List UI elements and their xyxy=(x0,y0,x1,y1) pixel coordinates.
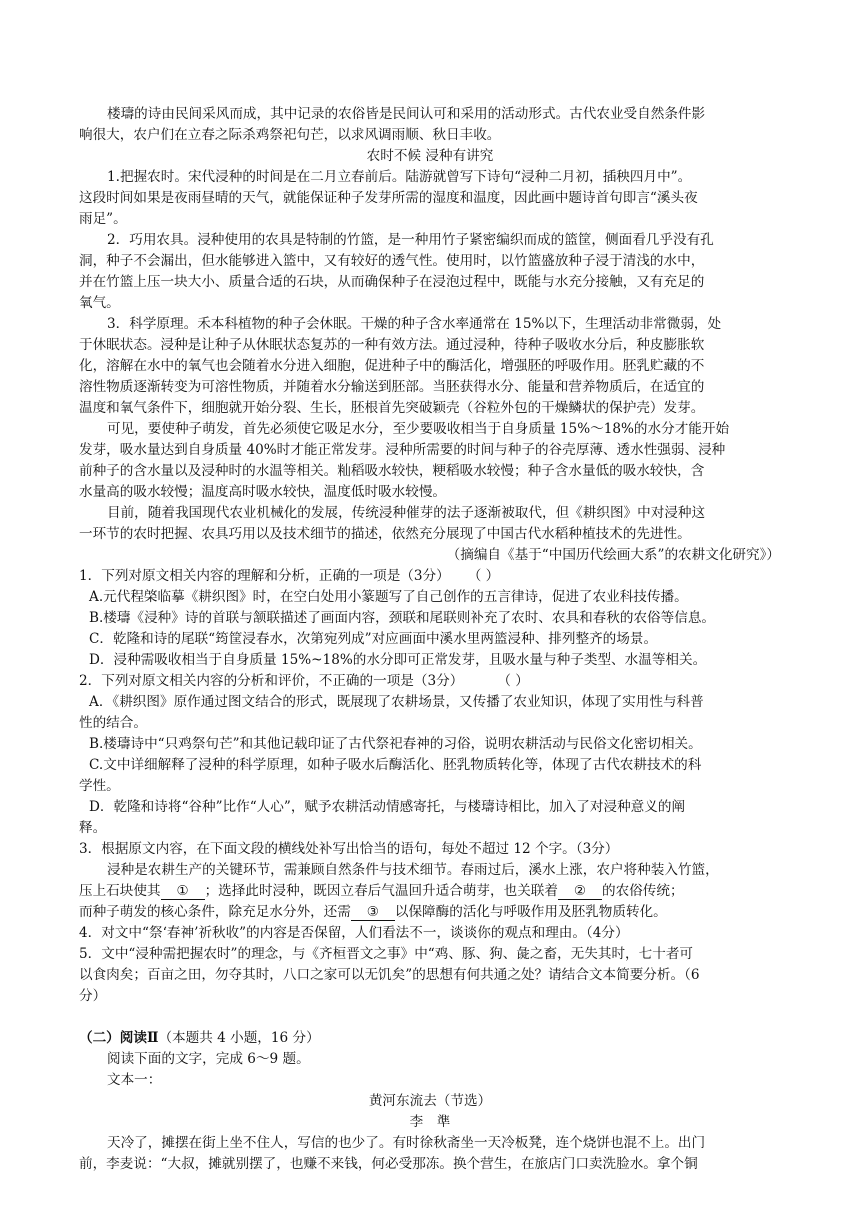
para3-line-1: 3．科学原理。禾本科植物的种子会休眠。干燥的种子含水率通常在 15%以下，生理活动非常微弱，处 xyxy=(107,316,722,332)
para4-line-1: 可见，要使种子萌发，首先必须使它吸足水分，至少要吸收相当于自身质量 15%～18%的水分才能开始 xyxy=(107,421,730,437)
q4-stem: 4．对文中“祭‘春神’祈秋收”的内容是否保留，人们看法不一，谈谈你的观点和理由。（4分） xyxy=(79,925,629,941)
q1-option-b: B.楼璹《浸种》诗的首联与颔联描述了画面内容，颈联和尾联则补充了农时、农具和春秋的农俗等信息。 xyxy=(89,610,716,626)
excerpt-title: 黄河东流去（节选） xyxy=(368,1093,492,1109)
section2-instruction: 阅读下面的文字，完成 6～9 题。 xyxy=(107,1051,310,1067)
para3-line-3: 化，溶解在水中的氧气也会随着水分进入细胞，促进种子中的酶活化，增强胚的呼吸作用。胚乳贮藏的不 xyxy=(79,358,705,374)
q3-line2-text-c: 的农俗传统； xyxy=(602,883,684,899)
q1-stem xyxy=(79,566,499,586)
para1-line-1: 1.把握农时。宋代浸种的时间是在二月立春前后。陆游就曾写下诗句“浸种二月初，插秧四月中”。 xyxy=(107,169,692,185)
q3-line2-text-b: ；选择此时浸种，既因立春后气温回升适合萌芽，也关联着 xyxy=(204,883,558,899)
para4-line-2: 发芽，吸水量达到自身质量 40%时才能正常发芽。浸种所需要的时间与种子的谷壳厚薄、透水性强弱、浸种 xyxy=(79,442,726,458)
para2-line-3: 并在竹篮上压一块大小、质量合适的石块，从而确保种子在浸泡过程中，既能与水充分接触，又有充足的 xyxy=(79,274,705,290)
q1-option-a: A.元代程棨临摹《耕织图》时，在空白处用小篆题写了自己创作的五言律诗，促进了农业科技传播。 xyxy=(89,589,688,605)
q3-passage-line-1: 浸种是农耕生产的关键环节，需兼顾自然条件与技术细节。春雨过后，溪水上涨，农户将种装入竹篮， xyxy=(107,862,719,878)
q2-answer-paren: （ ） xyxy=(497,673,529,689)
para5-line-2: 一环节的农时把握、农具巧用以及技术细节的描述，依然充分展现了中国古代水稻种植技术的先进性。 xyxy=(79,526,691,542)
q5-line-3: 分） xyxy=(79,988,107,1004)
q3-line2-text-a: 压上石块使其 xyxy=(79,883,161,899)
excerpt-body-line-2: 前，李麦说：“大叔，摊就别摆了，也赚不来钱，何必受那冻。换个营生，在旅店门口卖洗脸水。拿个铜 xyxy=(79,1156,698,1172)
source-citation: （摘编自《基于“中国历代绘画大系”的农耕文化研究》） xyxy=(446,547,780,563)
para1-line-2: 这段时间如果是夜雨昼晴的天气，就能保证种子发芽所需的湿度和温度，因此画中题诗首句即言“溪头夜 xyxy=(79,190,698,206)
para3-line-5: 温度和氧气条件下，细胞就开始分裂、生长，胚根首先突破颖壳（谷粒外包的干燥鳞状的保护壳）发芽。 xyxy=(79,400,705,416)
intro-line-2: 响很大，农户们在立春之际杀鸡祭祀句芒，以求风调雨顺、秋日丰收。 xyxy=(79,127,501,143)
q3-blank-1[interactable]: ① xyxy=(161,883,205,900)
q2-stem-text: 2．下列对原文相关内容的分析和评价，不正确的一项是（3分） xyxy=(79,673,464,689)
q2-option-a-line-1: A．《耕织图》原作通过图文结合的形式，既展现了农耕场景，又传播了农业知识，体现了实用性与科普 xyxy=(89,694,704,710)
q2-option-d-line-2: 释。 xyxy=(79,820,107,836)
para2-line-1: 2．巧用农具。浸种使用的农具是特制的竹篮，是一种用竹子紧密编织而成的篮筐，侧面看几乎没有孔 xyxy=(107,232,714,248)
section2-heading-rest: （本题共 4 小题，16 分） xyxy=(158,1030,320,1046)
q2-option-c-line-2: 学性。 xyxy=(79,778,120,794)
section-subtitle: 农时不候 浸种有讲究 xyxy=(366,148,494,164)
q5-line-1: 5．文中“浸种需把握农时”的理念，与《齐桓晋文之事》中“鸡、豚、狗、彘之畜，无失其时，七十者可 xyxy=(79,946,694,962)
para2-line-2: 洞，种子不会漏出，但水能够进入篮中，又有较好的透气性。使用时，以竹篮盛放种子浸于清浅的水中， xyxy=(79,253,705,269)
excerpt-author: 李 準 xyxy=(409,1114,451,1130)
q3-passage-line-2 xyxy=(79,881,684,901)
q3-stem: 3．根据原文内容，在下面文段的横线处补写出恰当的语句，每处不超过 12 个字。（3分） xyxy=(79,841,619,857)
q3-line3-text-a: 而种子萌发的核心条件，除充足水分外，还需 xyxy=(79,904,351,920)
para3-line-4: 溶性物质逐渐转变为可溶性物质，并随着水分输送到胚部。当胚获得水分、能量和营养物质后，在适宜的 xyxy=(79,379,705,395)
q5-line-2: 以食肉矣；百亩之田，勿夺其时，八口之家可以无饥矣”的思想有何共通之处？请结合文本简要分析。（6 xyxy=(79,967,700,983)
q3-blank-2[interactable]: ② xyxy=(558,883,602,900)
q2-option-a-line-2: 性的结合。 xyxy=(79,715,147,731)
text-one-label: 文本一： xyxy=(107,1072,162,1088)
q1-answer-paren: （ ） xyxy=(467,568,500,584)
para1-line-3: 雨足”。 xyxy=(79,211,127,227)
q1-stem-text: 1．下列对原文相关内容的理解和分析，正确的一项是（3分） xyxy=(79,568,450,584)
q2-stem xyxy=(79,671,529,691)
section2-heading xyxy=(79,1028,320,1048)
q1-option-d: D．浸种需吸收相当于自身质量 15%~18%的水分即可正常发芽，且吸水量与种子类型、水温等相关。 xyxy=(89,652,707,668)
q2-option-d-line-1: D．乾隆和诗将“谷种”比作“人心”，赋予农耕活动情感寄托，与楼璹诗相比，加入了对浸种意义的阐 xyxy=(89,799,686,815)
para4-line-4: 水量高的吸水较慢；温度高时吸水较快，温度低时吸水较慢。 xyxy=(79,484,447,500)
intro-line-1: 楼璹的诗由民间采风而成，其中记录的农俗皆是民间认可和采用的活动形式。古代农业受自然条件影 xyxy=(107,106,706,122)
para4-line-3: 前种子的含水量以及浸种时的水温等相关。籼稻吸水较快，粳稻吸水较慢；种子含水量低的吸水较快，含 xyxy=(79,463,705,479)
q1-option-c: C．乾隆和诗的尾联“筠筐浸春水，次第宛列成”对应画面中溪水里两篮浸种、排列整齐的场景。 xyxy=(89,631,658,647)
q2-option-c-line-1: C.文中详细解释了浸种的科学原理，如种子吸水后酶活化、胚乳物质转化等，体现了古代农耕技术的科 xyxy=(89,757,702,773)
q3-line3-text-b: 以保障酶的活化与呼吸作用及胚乳物质转化。 xyxy=(394,904,667,920)
q3-passage-line-3 xyxy=(79,902,667,922)
para5-line-1: 目前，随着我国现代农业机械化的发展，传统浸种催芽的法子逐渐被取代，但《耕织图》中对浸种这 xyxy=(107,505,706,521)
para2-line-4: 氧气。 xyxy=(79,295,120,311)
excerpt-body-line-1: 天冷了，摊摆在街上坐不住人，写信的也少了。有时徐秋斋坐一天冷板凳，连个烧饼也混不上。出门 xyxy=(107,1135,706,1151)
q3-blank-3[interactable]: ③ xyxy=(351,904,395,921)
q2-option-b: B.楼璹诗中“只鸡祭句芒”和其他记载印证了古代祭祀春神的习俗，说明农耕活动与民俗文化密切相关。 xyxy=(89,736,702,752)
para3-line-2: 于休眠状态。浸种是让种子从休眠状态复苏的一种有效方法。通过浸种，待种子吸收水分后，种皮膨胀软 xyxy=(79,337,705,353)
section2-heading-bold: （二）阅读Ⅱ xyxy=(79,1030,159,1046)
